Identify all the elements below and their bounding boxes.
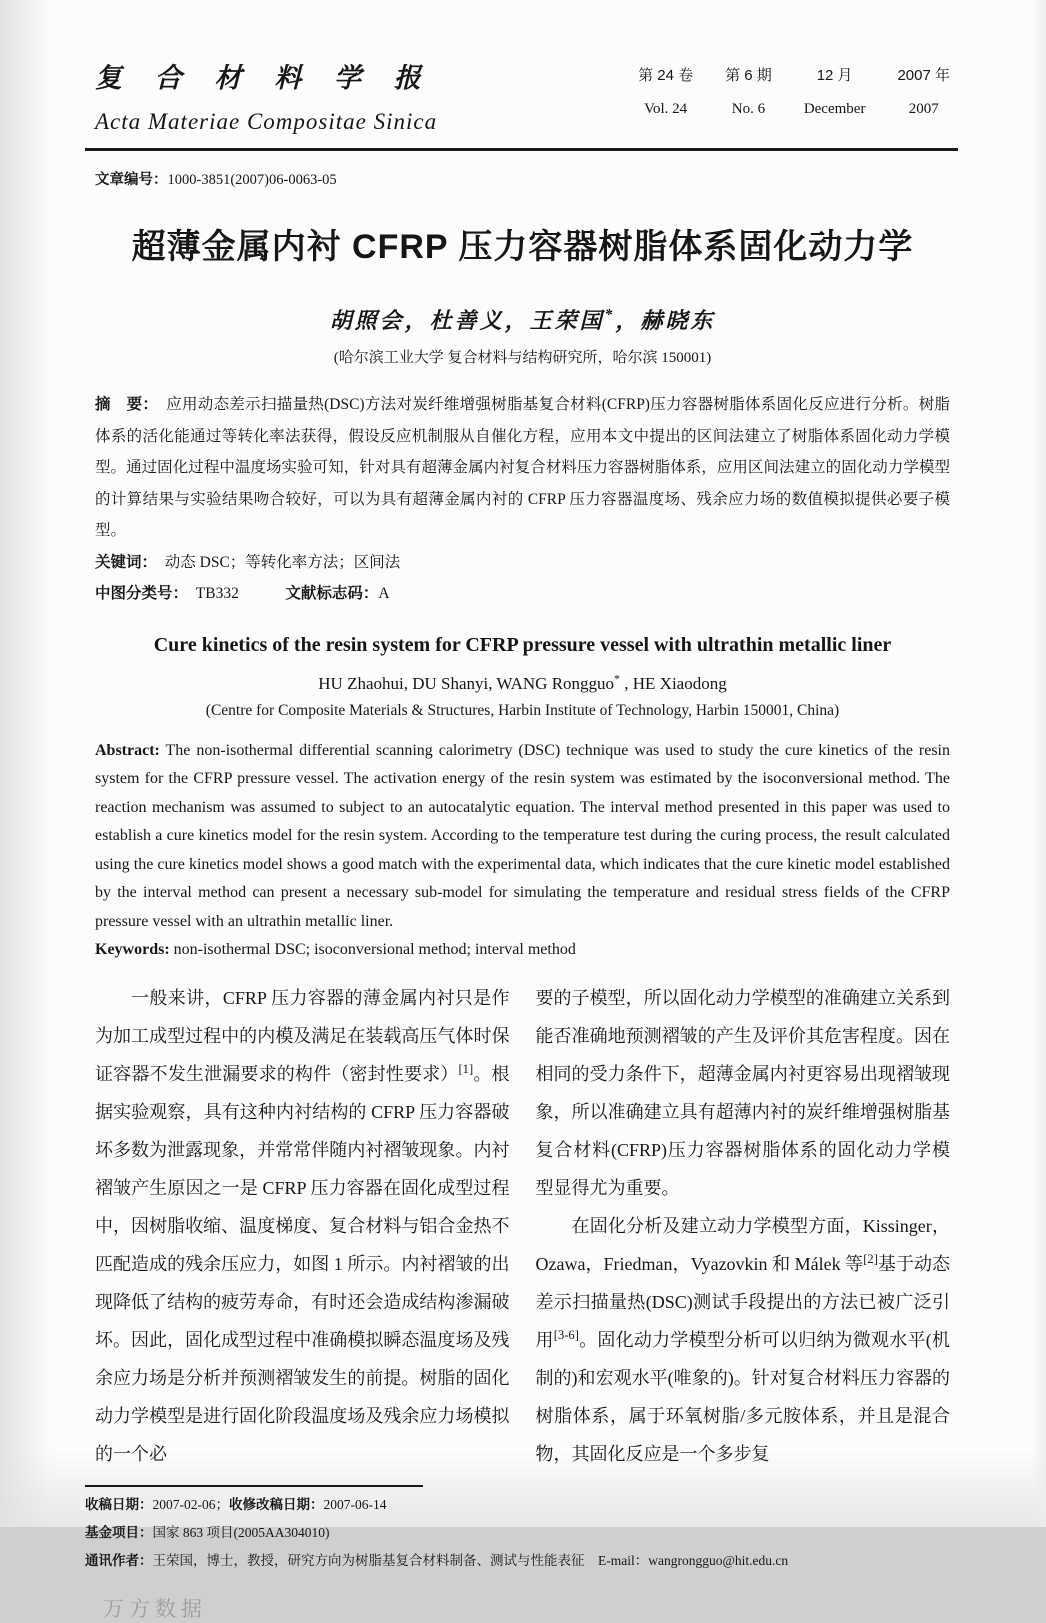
abstract-cn: 摘 要： 应用动态差示扫描量热(DSC)方法对炭纤维增强树脂基复合材料(CFRP)压力容器树脂体系固化反应进行分析。树脂体系的活化能通过等转化率法获得，假设反应机制服从自催化方程，应用本文中提出的区间法建立了树脂体系固化动力学模型。通过固化过程中温度场实验可知，针对具有超薄金属内衬复合材料压力容器树脂体系，应用区间法建立的固化动力学模型的计算结果与实验结果吻合较好，可以为具有超薄金属内衬的 CFRP 压力容器温度场、残余应力场的数值模拟提供必要子模型。 [95, 396, 950, 539]
keywords-cn: 关键词： 动态 DSC；等转化率方法；区间法 [95, 553, 401, 571]
article-number: 文章编号：1000-3851(2007)06-0063-05 [95, 172, 337, 188]
issue-year [897, 64, 950, 118]
authors-cn: 胡照会，杜善义，王荣国*，赫晓东 [329, 306, 716, 333]
issue-volume [638, 64, 693, 118]
issue-number [725, 64, 772, 118]
footnote-funding: 基金项目：国家 863 项目(2005AA304010) [85, 1524, 330, 1540]
body-column-right [536, 979, 951, 1473]
body-column-left [95, 979, 510, 1473]
authors-en: HU Zhaohui, DU Shanyi, WANG Rongguo* , HE Xiaodong [318, 670, 727, 693]
title-en: Cure kinetics of the resin system for CFRP pressure vessel with ultrathin metallic liner [153, 633, 892, 656]
body-paragraph-1: 一般来讲，CFRP 压力容器的薄金属内衬只是作为加工成型过程中的内模及满足在装载高压气体时保证容器不发生泄漏要求的构件（密封性要求）[1]。根据实验观察，具有这种内衬结构的 CFRP 压力容器破坏多数为泄露现象，并常常伴随内衬褶皱现象。内衬褶皱产生原因之一是 CFRP 压力容器在固化成型过程中，因树脂收缩、温度梯度、复合材料与铝合金热不匹配造成的残余压应力，如图 1 所示。内衬褶皱的出现降低了结构的疲劳寿命，有时还会造成结构渗漏破坏。因此，固化成型过程中准确模拟瞬态温度场及残余应力场是分析并预测褶皱发生的前提。树脂的固化动力学模型是进行固化阶段温度场及残余应力场模拟的一个必 [95, 987, 510, 1464]
footnote-divider [85, 1485, 423, 1487]
body-paragraph-1-cont: 要的子模型，所以固化动力学模型的准确建立关系到能否准确地预测褶皱的产生及评价其危害程度。因在相同的受力条件下，超薄金属内衬更容易出现褶皱现象，所以准确建立具有超薄内衬的炭纤维增强树脂基复合材料(CFRP)压力容器树脂体系的固化动力学模型显得尤为重要。 [535, 987, 950, 1198]
issue-number-cn: 第 6 期 [725, 67, 772, 84]
watermark: 万方数据 [103, 1596, 207, 1621]
issue-number-en: No. 6 [731, 101, 766, 117]
journal-name-en: Acta Materiae Compositae Sinica [95, 109, 438, 134]
issue-year-cn: 2007 年 [897, 67, 950, 84]
title-cn: 超薄金属内衬 CFRP 压力容器树脂体系固化动力学 [131, 228, 914, 266]
clc-line: 中图分类号： TB332 文献标志码：A [95, 585, 390, 602]
issue-volume-en: Vol. 24 [644, 101, 688, 117]
abstract-en: Abstract: The non-isothermal differential scanning calorimetry (DSC) technique was used to study the cure kinetics of the resin system for the CFRP pressure vessel. The activation energy of the resin system was estimated by the isoconversional method. The reaction mechanism was assumed to subject to an autocatalytic equation. The interval method presented in this paper was used to establish a cure kinetics model for the resin system. According to the temperature test during the curing process, the result calculated using the cure kinetics model shows a good match with the experimental data, which indicates that the cure kinetic model established by the interval method can present a necessary sub-model for simulating the temperature and residual stress fields of the CFRP pressure vessel with an ultrathin metallic liner. [95, 741, 950, 930]
body-columns [95, 979, 950, 1473]
affiliation-cn: (哈尔滨工业大学 复合材料与结构研究所，哈尔滨 150001) [333, 350, 712, 366]
footnote-corresponding-author: 通讯作者：王荣国，博士，教授，研究方向为树脂基复合材料制备、测试与性能表征 E-mail：wangrongguo@hit.edu.cn [85, 1552, 789, 1568]
journal-header [95, 56, 950, 135]
affiliation-en: (Centre for Composite Materials & Structures, Harbin Institute of Technology, Harbin 150001, China) [205, 701, 840, 719]
issue-volume-cn: 第 24 卷 [638, 67, 694, 84]
issue-month-en: December [803, 101, 866, 117]
footnote-received-date: 收稿日期：2007-02-06；收修改稿日期：2007-06-14 [85, 1496, 387, 1512]
body-paragraph-2: 在固化分析及建立动力学模型方面，Kissinger，Ozawa，Friedman，Vyazovkin 和 Málek 等[2]基于动态差示扫描量热(DSC)测试手段提出的方法已被广泛引用[3-6]。固化动力学模型分析可以归纳为微观水平(机制的)和宏观水平(唯象的)。针对复合材料压力容器的树脂体系，属于环氧树脂/多元胺体系，并且是混合物，其固化反应是一个多步复 [535, 1215, 951, 1464]
journal-name-cn: 复 合 材 料 学 报 [95, 63, 434, 93]
issue-info [638, 56, 950, 118]
header-divider [85, 148, 958, 151]
issue-year-en: 2007 [908, 101, 939, 117]
keywords-en: Keywords: non-isothermal DSC; isoconversional method; interval method [95, 941, 576, 958]
issue-month-cn: 12 月 [816, 67, 853, 84]
journal-masthead [95, 56, 437, 135]
issue-month [804, 64, 866, 118]
